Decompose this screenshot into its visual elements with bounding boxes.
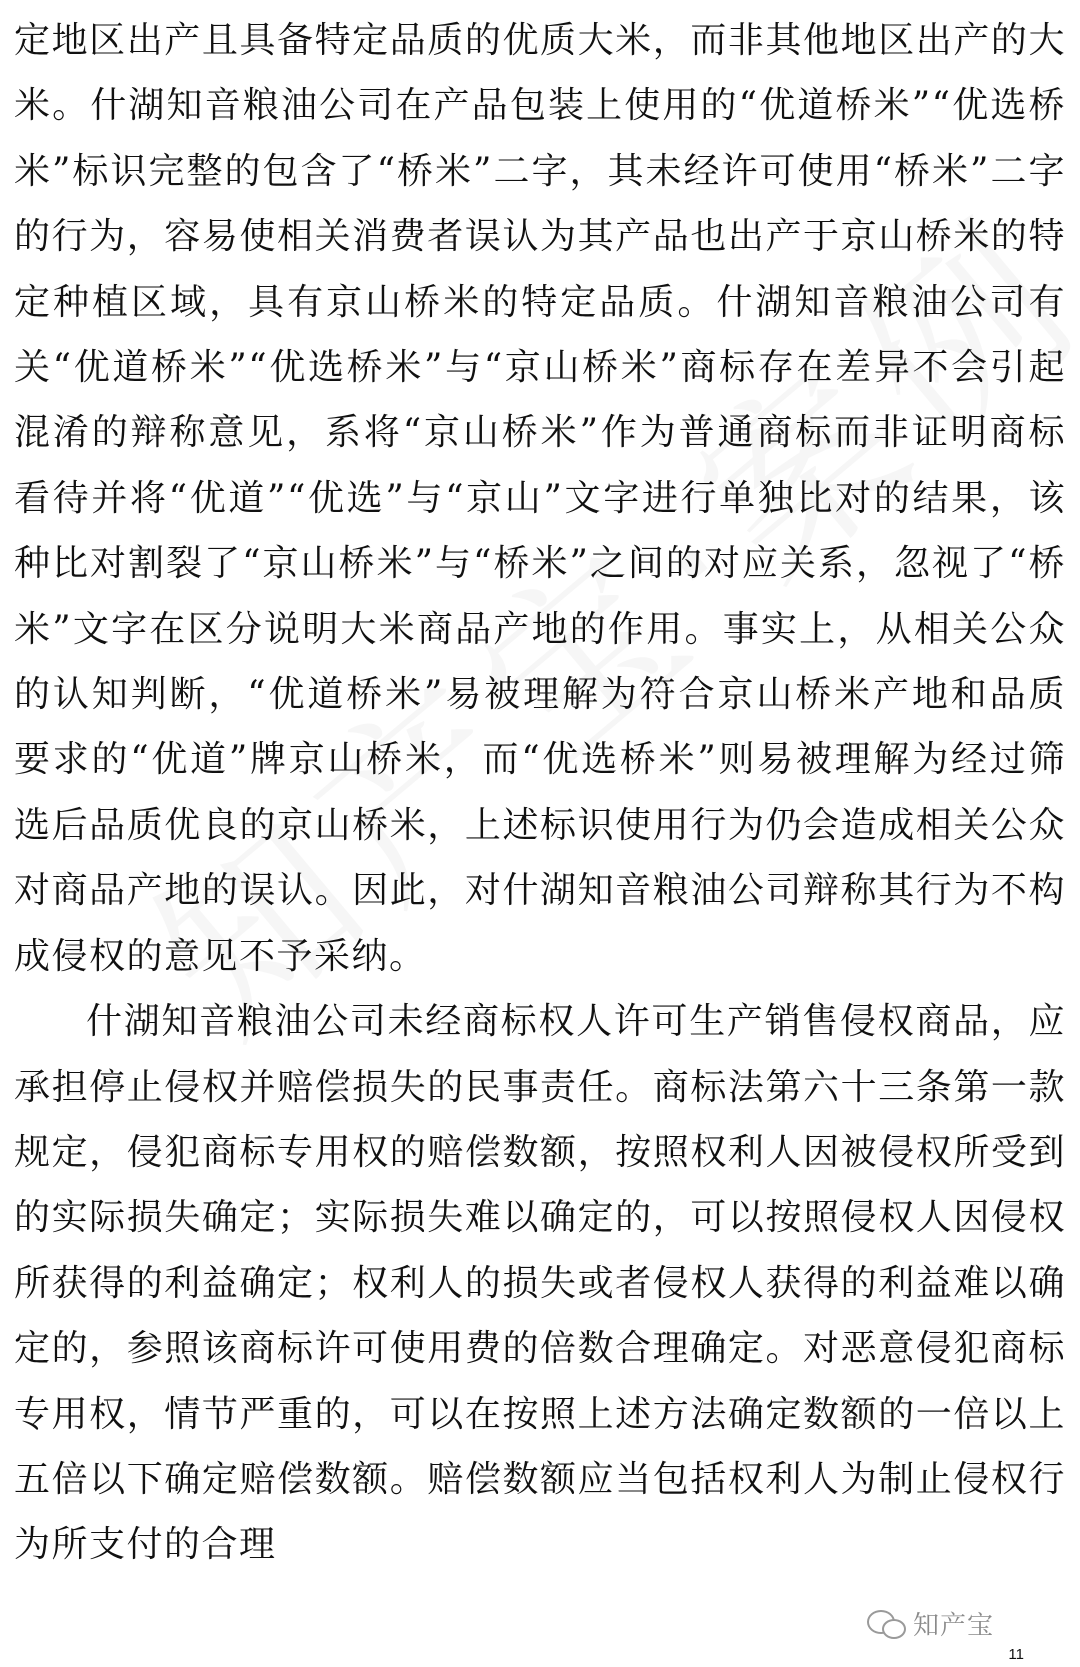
source-watermark [867, 1606, 994, 1640]
paragraph-continued: 定地区出产且具备特定品质的优质大米，而非其他地区出产的大米。什湖知音粮油公司在产品包装上使用的“优道桥米”“优选桥米”标识完整的包含了“桥米”二字，其未经许可使用“桥米”二字的行为，容易使相关消费者误认为其产品也出产于京山桥米的特定种植区域，具有京山桥米的特定品质。什湖知音粮油公司有关“优道桥米”“优选桥米”与“京山桥米”商标存在差异不会引起混淆的辩称意见，系将“京山桥米”作为普通商标而非证明商标看待并将“优道”“优选”与“京山”文字进行单独比对的结果，该种比对割裂了“京山桥米”与“桥米”之间的对应关系，忽视了“桥米”文字在区分说明大米商品产地的作用。事实上，从相关公众的认知判断，“优道桥米”易被理解为符合京山桥米产地和品质要求的“优道”牌京山桥米，而“优选桥米”则易被理解为经过筛选后品质优良的京山桥米，上述标识使用行为仍会造成相关公众对商品产地的误认。因此，对什湖知音粮油公司辩称其行为不构成侵权的意见不予采纳。 [14, 20, 1066, 977]
document-body [14, 8, 1066, 1578]
source-label: 知产宝 [912, 1610, 994, 1641]
page-number: 11 [1008, 1646, 1024, 1663]
wechat-icon [867, 1608, 905, 1638]
paragraph-damages: 什湖知音粮油公司未经商标权人许可生产销售侵权商品，应承担停止侵权并赔偿损失的民事责任。商标法第六十三条第一款规定，侵犯商标专用权的赔偿数额，按照权利人因被侵权所受到的实际损失确定；实际损失难以确定的，可以按照侵权人因侵权所获得的利益确定；权利人的损失或者侵权人获得的利益难以确定的，参照该商标许可使用费的倍数合理确定。对恶意侵犯商标专用权，情节严重的，可以在按照上述方法确定数额的一倍以上五倍以下确定赔偿数额。赔偿数额应当包括权利人为制止侵权行为所支付的合理 [14, 1001, 1066, 1566]
